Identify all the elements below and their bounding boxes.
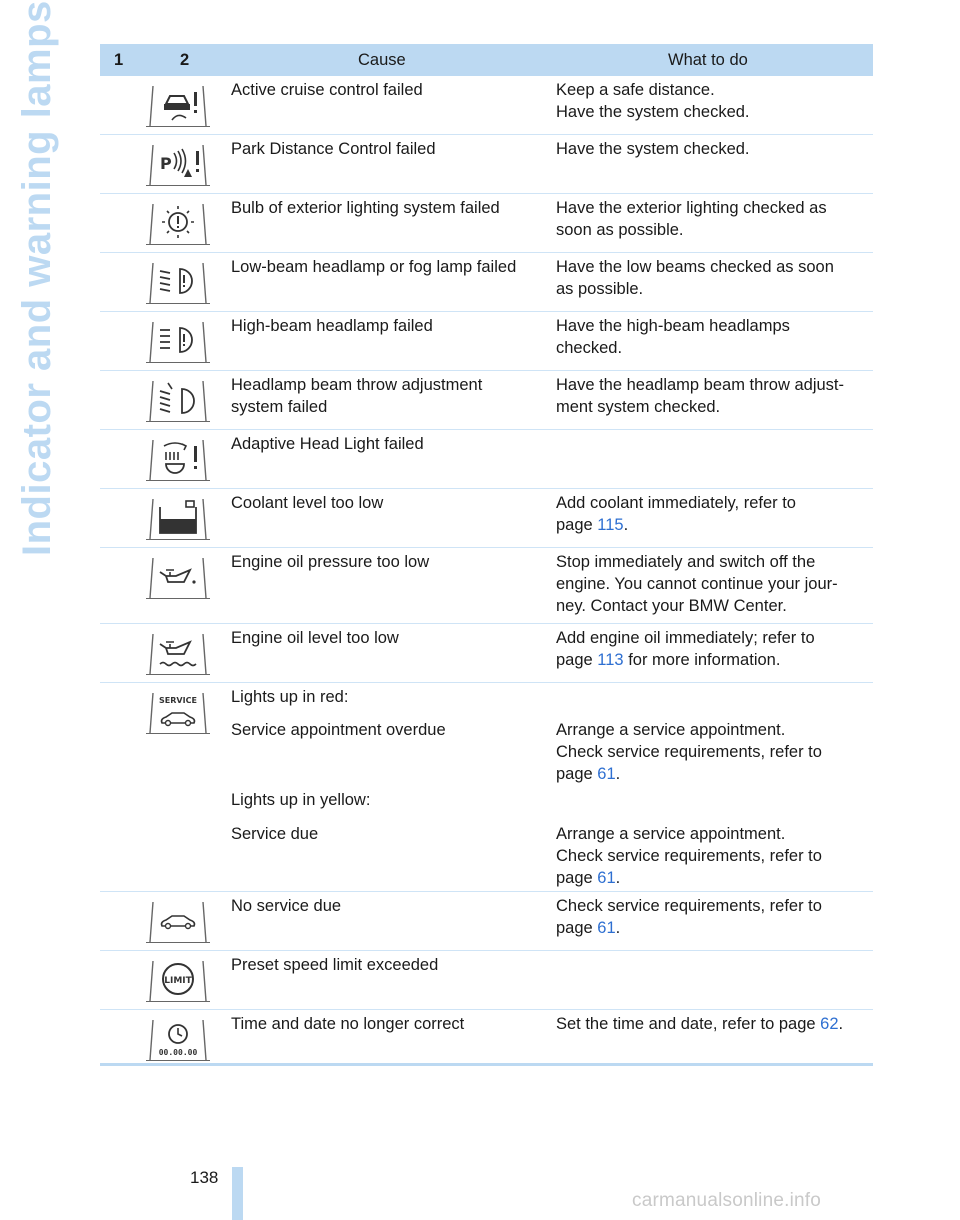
page-ref-prefix: page — [556, 516, 598, 534]
todo-line: Have the system checked. — [556, 140, 750, 158]
cause-text: Preset speed limit exceeded — [231, 956, 439, 974]
car-warning-icon — [146, 84, 210, 127]
table-row — [100, 312, 873, 371]
svg-text:00.00.00: 00.00.00 — [158, 1048, 198, 1057]
todo-text — [556, 79, 872, 123]
header-col-2: 2 — [180, 51, 190, 69]
low-beam-icon — [146, 261, 210, 304]
page-ref-suffix: for more information. — [623, 651, 781, 669]
header-cause: Cause — [358, 51, 406, 69]
todo-text — [556, 492, 872, 536]
cause-text: Engine oil pressure too low — [231, 553, 430, 571]
page-link[interactable]: 115 — [597, 516, 624, 534]
table-row — [100, 1010, 873, 1068]
cause-text: Park Distance Control failed — [231, 140, 436, 158]
page-link[interactable]: 61 — [597, 869, 616, 887]
table-row — [100, 194, 873, 253]
table-row — [100, 253, 873, 312]
page-link[interactable]: 61 — [597, 765, 616, 783]
todo-text — [556, 895, 872, 939]
todo-line: Check service requirements, refer to — [556, 897, 822, 915]
todo-line: as possible. — [556, 280, 644, 298]
todo-line: checked. — [556, 339, 623, 357]
todo-text — [556, 138, 872, 160]
cause-text: Adaptive Head Light failed — [231, 435, 424, 453]
todo-text — [556, 1013, 872, 1035]
table-row — [100, 489, 873, 548]
clock-icon — [146, 1018, 210, 1061]
oil-level-icon — [146, 632, 210, 675]
todo-line: Arrange a service appointment. — [556, 721, 786, 739]
todo-line: Add coolant immediately, refer to — [556, 494, 796, 512]
page-ref-prefix: Set the time and date, refer to page — [556, 1015, 821, 1033]
adaptive-headlight-icon — [146, 438, 210, 481]
todo-text — [556, 551, 872, 617]
header-col-1: 1 — [114, 51, 124, 69]
todo-line: Stop immediately and switch off the — [556, 553, 816, 571]
todo-line: soon as possible. — [556, 221, 684, 239]
todo-line — [556, 867, 872, 889]
table-row — [100, 951, 873, 1010]
todo-line: Check service requirements, refer to — [556, 847, 822, 865]
page-number: 138 — [190, 1168, 219, 1187]
side-section-title: Indicator and warning lamps — [15, 0, 59, 556]
todo-line — [556, 514, 872, 536]
todo-line: Check service requirements, refer to — [556, 743, 822, 761]
todo-line: ney. Contact your BMW Center. — [556, 597, 787, 615]
park-distance-control-icon — [146, 143, 210, 186]
table-header — [100, 44, 873, 76]
todo-text — [556, 823, 872, 889]
todo-line — [556, 917, 872, 939]
page-ref-prefix: page — [556, 919, 598, 937]
cause-text: Service due — [231, 825, 319, 843]
cause-text: Time and date no longer correct — [231, 1015, 465, 1033]
todo-line: Have the exterior lighting checked as — [556, 199, 827, 217]
beam-throw-icon — [146, 379, 210, 422]
svg-text:LIMIT: LIMIT — [164, 976, 192, 986]
cause-line: Headlamp beam throw adjustment — [231, 376, 483, 394]
table-row — [100, 135, 873, 194]
red-lamp-label: Lights up in red: — [231, 688, 349, 706]
cause-text — [231, 374, 546, 418]
cause-text: Service appointment overdue — [231, 721, 446, 739]
table-row — [100, 683, 873, 892]
todo-line: Have the high-beam headlamps — [556, 317, 790, 335]
todo-line: ment system checked. — [556, 398, 721, 416]
yellow-lamp-label: Lights up in yellow: — [231, 791, 371, 809]
page-ref-prefix: page — [556, 765, 598, 783]
table-row — [100, 76, 873, 135]
coolant-icon — [146, 497, 210, 540]
svg-text:P: P — [160, 154, 172, 173]
exterior-bulb-icon — [146, 202, 210, 245]
speed-limit-icon — [146, 959, 210, 1002]
page-ref-suffix: . — [615, 765, 621, 783]
table-row — [100, 624, 873, 683]
header-what-to-do: What to do — [668, 51, 748, 69]
cause-text: Engine oil level too low — [231, 629, 399, 647]
page-ref-suffix: . — [623, 516, 629, 534]
page-ref-suffix: . — [615, 869, 621, 887]
page-link[interactable]: 62 — [820, 1015, 839, 1033]
cause-text: Low-beam headlamp or fog lamp failed — [231, 258, 517, 276]
table-end-rule — [100, 1063, 873, 1066]
watermark: carmanualsonline.info — [632, 1190, 822, 1211]
todo-line: Arrange a service appointment. — [556, 825, 786, 843]
cause-line: system failed — [231, 398, 328, 416]
svg-text:SERVICE: SERVICE — [159, 696, 197, 705]
indicator-table — [100, 44, 873, 1068]
todo-line — [556, 649, 872, 671]
page-number-bar — [232, 1167, 243, 1220]
table-row — [100, 892, 873, 951]
cause-text: Active cruise control failed — [231, 81, 423, 99]
page-ref-prefix: page — [556, 869, 598, 887]
todo-line: Add engine oil immediately; refer to — [556, 629, 815, 647]
table-row — [100, 430, 873, 489]
car-outline-icon — [146, 900, 210, 943]
cause-text: No service due — [231, 897, 342, 915]
todo-text — [556, 197, 872, 241]
page-ref-prefix: page — [556, 651, 598, 669]
cause-text: Bulb of exterior lighting system failed — [231, 199, 500, 217]
page-link[interactable]: 61 — [597, 919, 616, 937]
todo-text — [556, 315, 872, 359]
high-beam-icon — [146, 320, 210, 363]
cause-text: Coolant level too low — [231, 494, 384, 512]
todo-line: Have the low beams checked as soon — [556, 258, 834, 276]
oil-pressure-icon — [146, 556, 210, 599]
table-row — [100, 548, 873, 624]
todo-line: Keep a safe distance. — [556, 81, 715, 99]
todo-line: Have the system checked. — [556, 103, 750, 121]
cause-text: High-beam headlamp failed — [231, 317, 433, 335]
todo-text — [556, 627, 872, 671]
todo-line: engine. You cannot continue your jour- — [556, 575, 838, 593]
todo-text — [556, 719, 872, 785]
todo-line — [556, 763, 872, 785]
service-icon — [146, 691, 210, 734]
todo-text — [556, 374, 872, 418]
page-ref-suffix: . — [615, 919, 621, 937]
todo-text — [556, 256, 872, 300]
page-ref-suffix: . — [838, 1015, 844, 1033]
table-row — [100, 371, 873, 430]
todo-line: Have the headlamp beam throw adjust- — [556, 376, 844, 394]
page-link[interactable]: 113 — [597, 651, 624, 669]
